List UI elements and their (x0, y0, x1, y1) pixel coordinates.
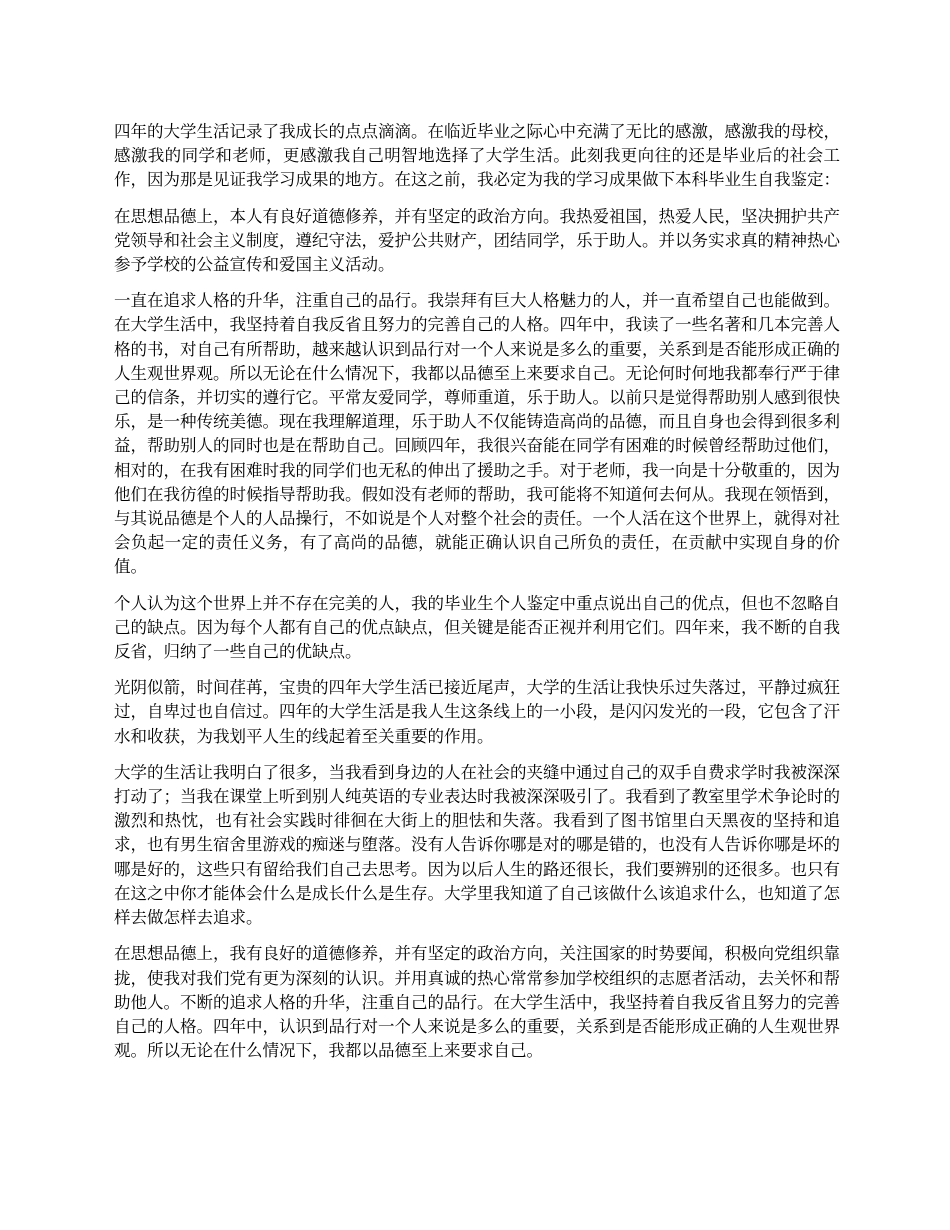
paragraph-conclusion: 在思想品德上，我有良好的道德修养，并有坚定的政治方向，关注国家的时势要闻，积极向党组织靠拢，使我对我们党有更为深刻的认识。并用真诚的热心常常参加学校组织的志愿者活动，去关怀和帮助他人。不断的追求人格的升华，注重自己的品行。在大学生活中，我坚持着自我反省且努力的完善自己的人格。四年中，认识到品行对一个人来说是多么的重要，关系到是否能形成正确的人生观世界观。所以无论在什么情况下，我都以品德至上来要求自己。 (114, 944, 840, 1061)
paragraph-time-passing: 光阴似箭，时间荏苒，宝贵的四年大学生活已接近尾声，大学的生活让我快乐过失落过，平静过疯狂过，自卑过也自信过。四年的大学生活是我人生这条线上的一小段，是闪闪发光的一段，它包含了汗水和收获，为我划平人生的线起着至关重要的作用。 (114, 678, 840, 746)
document-body (114, 120, 840, 1075)
paragraph-intro: 四年的大学生活记录了我成长的点点滴滴。在临近毕业之际心中充满了无比的感激，感激我的母校，感激我的同学和老师，更感激我自己明智地选择了大学生活。此刻我更向往的还是毕业后的社会工作，因为那是见证我学习成果的地方。在这之前，我必定为我的学习成果做下本科毕业生自我鉴定： (114, 122, 840, 190)
paragraph-moral-character: 在思想品德上，本人有良好道德修养，并有坚定的政治方向。我热爱祖国，热爱人民，坚决拥护共产党领导和社会主义制度，遵纪守法，爱护公共财产，团结同学，乐于助人。并以务实求真的精神热心参予学校的公益宣传和爱国主义活动。 (114, 206, 840, 275)
paragraph-personality: 一直在追求人格的升华，注重自己的品行。我崇拜有巨大人格魅力的人，并一直希望自己也能做到。在大学生活中，我坚持着自我反省且努力的完善自己的人格。四年中，我读了一些名著和几本完善人格的书，对自己有所帮助，越来越认识到品行对一个人来说是多么的重要，关系到是否能形成正确的人生观世界观。所以无论在什么情况下，我都以品德至上来要求自己。无论何时何地我都奉行严于律己的信条，并切实的遵行它。平常友爱同学，尊师重道，乐于助人。以前只是觉得帮助别人感到很快乐，是一种传统美德。现在我理解道理，乐于助人不仅能铸造高尚的品德，而且自身也会得到很多利益，帮助别人的同时也是在帮助自己。回顾四年，我很兴奋能在同学有困难的时候曾经帮助过他们，相对的，在我有困难时我的同学们也无私的伸出了援助之手。对于老师，我一向是十分敬重的，因为他们在我彷徨的时候指导帮助我。假如没有老师的帮助，我可能将不知道何去何从。我现在领悟到，与其说品德是个人的人品操行，不如说是个人对整个社会的责任。一个人活在这个世界上，就得对社会负起一定的责任义务，有了高尚的品德，就能正确认识自己所负的责任，在贡献中实现自身的价值。 (114, 291, 840, 577)
paragraph-university-life: 大学的生活让我明白了很多，当我看到身边的人在社会的夹缝中通过自己的双手自费求学时我被深深打动了；当我在课堂上听到别人纯英语的专业表达时我被深深吸引了。我看到了教室里学术争论时的激烈和热忱，也有社会实践时徘徊在大街上的胆怯和失落。我看到了图书馆里白天黑夜的坚持和追求，也有男生宿舍里游戏的痴迷与堕落。没有人告诉你哪是对的哪是错的，也没有人告诉你哪是坏的哪是好的，这些只有留给我们自己去思考。因为以后人生的路还很长，我们要辨别的还很多。也只有在这之中你才能体会什么是成长什么是生存。大学里我知道了自己该做什么该追求什么，也知道了怎样去做怎样去追求。 (114, 762, 840, 928)
paragraph-strengths-weaknesses: 个人认为这个世界上并不存在完美的人，我的毕业生个人鉴定中重点说出自己的优点，但也不忽略自己的缺点。因为每个人都有自己的优点缺点，但关键是能否正视并利用它们。四年来，我不断的自我反省，归纳了一些自己的优缺点。 (114, 593, 840, 662)
